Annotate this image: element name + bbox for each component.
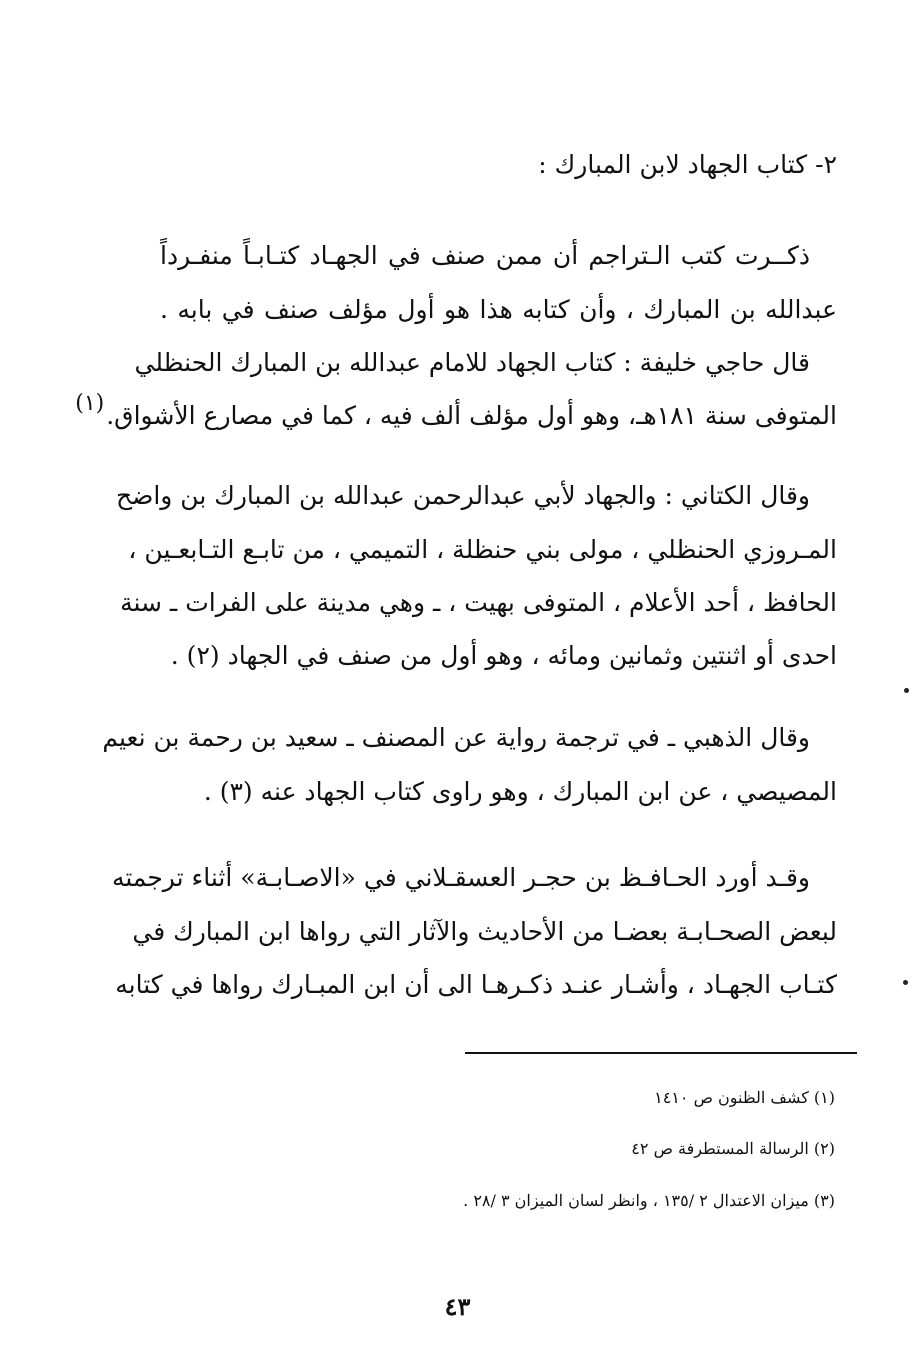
- footnote-marker-1: (١): [75, 391, 105, 416]
- paragraph-5-line-3: كتـاب الجهـاد ، وأشـار عنـد ذكـرهـا الى أن ابن المبـارك رواها في كتابه: [115, 970, 837, 999]
- paragraph-5-line-1: وقـد أورد الحـافـظ بن حجـر العسقـلاني في «الاصـابـة» أثناء ترجمته: [111, 863, 810, 892]
- paragraph-3-line-2: المـروزي الحنظلي ، مولى بني حنظلة ، التميمي ، من تابـع التـابعـين ،: [128, 535, 837, 564]
- footnote-2: (٢) الرسالة المستطرفة ص ٤٢: [631, 1139, 835, 1158]
- paragraph-3-line-4: احدى أو اثنتين وثمانين ومائه ، وهو أول من صنف في الجهاد (٢) .: [170, 641, 837, 670]
- paragraph-3-line-3: الحافظ ، أحد الأعلام ، المتوفى بهيت ، ـ وهي مدينة على الفرات ـ سنة: [120, 588, 837, 617]
- paragraph-1-line-1: ذكــرت كتب الـتراجم أن ممن صنف في الجهـاد كتـابـاً منفـرداً: [160, 241, 810, 270]
- margin-speck: [904, 688, 909, 693]
- paragraph-1-line-2: عبدالله بن المبارك ، وأن كتابه هذا هو أول مؤلف صنف في بابه .: [160, 295, 837, 324]
- paragraph-2-line-1: قال حاجي خليفة : كتاب الجهاد للامام عبدالله بن المبارك الحنظلي: [134, 348, 810, 377]
- footnote-1: (١) كشف الظنون ص ١٤١٠: [654, 1088, 835, 1107]
- paragraph-4-line-2: المصيصي ، عن ابن المبارك ، وهو راوى كتاب الجهاد عنه (٣) .: [203, 777, 837, 806]
- margin-speck: [903, 980, 908, 985]
- paragraph-3-line-1: وقال الكتاني : والجهاد لأبي عبدالرحمن عبدالله بن المبارك بن واضح: [115, 481, 810, 510]
- page-number: ٤٣: [444, 1292, 471, 1321]
- footnote-separator: [465, 1052, 857, 1054]
- paragraph-2-line-2: [75, 391, 837, 438]
- paragraph-5-line-2: لبعض الصحـابـة بعضـا من الأحاديث والآثار التي رواها ابن المبارك في: [132, 917, 837, 946]
- paragraph-4-line-1: وقال الذهبي ـ في ترجمة رواية عن المصنف ـ سعيد بن رحمة بن نعيم: [102, 723, 810, 752]
- paragraph-2-line-2-text: المتوفى سنة ١٨١هـ، وهو أول مؤلف ألف فيه ، كما في مصارع الأشواق.: [106, 401, 837, 430]
- footnote-3: (٣) ميزان الاعتدال ٢ /١٣٥ ، وانظر لسان الميزان ٣ /٢٨ .: [463, 1191, 835, 1210]
- section-heading: ٢- كتاب الجهاد لابن المبارك :: [538, 150, 837, 179]
